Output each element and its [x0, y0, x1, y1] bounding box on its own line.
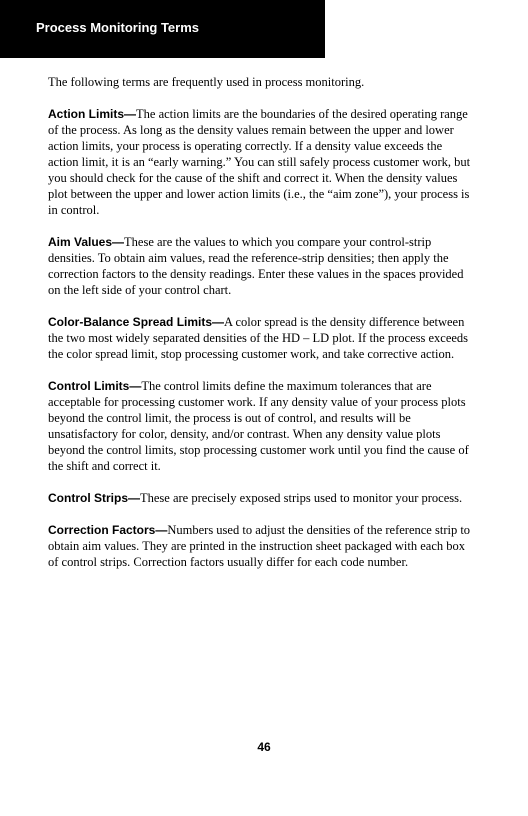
intro-paragraph: The following terms are frequently used in process monitoring.: [48, 75, 365, 89]
header-bar: [0, 0, 325, 58]
term-definition: These are precisely exposed strips used to monitor your process.: [140, 491, 463, 505]
term-entry-action-limits: [48, 106, 473, 218]
term-label: Control Limits—: [48, 379, 142, 393]
page-header-title: Process Monitoring Terms: [36, 20, 200, 35]
document-body: [48, 74, 473, 586]
term-entry-aim-values: [48, 234, 473, 298]
term-label: Control Strips—: [48, 491, 140, 505]
term-definition: These are the values to which you compare your control-strip densities. To obtain aim values, read the reference-strip densities; then apply the correction factors to the density readings. Enter these values in the spaces provided on the left side of your control chart.: [48, 235, 464, 297]
page-number: 46: [257, 740, 271, 754]
term-entry-control-strips: [48, 490, 473, 506]
term-definition: The action limits are the boundaries of the desired operating range of the process. As long as the density values remain between the upper and lower action limits, your process is operating correctly. If a density value exceeds the action limit, it is an “early warning.” You can still safely process customer work, but you should check for the cause of the shift and correct it. When the density values plot between the upper and lower action limits (i.e., the “aim zone”), your process is in control.: [48, 107, 471, 217]
term-definition: A color spread is the density difference between the two most widely separated densities of the HD – LD plot. If the process exceeds the color spread limit, stop processing customer work, and take corrective action.: [48, 315, 469, 361]
term-label: Action Limits—: [48, 107, 137, 121]
term-definition: Numbers used to adjust the densities of the reference strip to obtain aim values. They are printed in the instruction sheet packaged with each box of control strips. Correction factors usually differ for each code number.: [48, 523, 471, 569]
term-label: Color-Balance Spread Limits—: [48, 315, 225, 329]
term-entry-color-balance-spread-limits: [48, 314, 473, 362]
term-entry-control-limits: [48, 378, 473, 474]
term-label: Aim Values—: [48, 235, 125, 249]
term-entry-correction-factors: [48, 522, 473, 570]
term-definition: The control limits define the maximum tolerances that are acceptable for processing customer work. If any density value of your process plots beyond the control limit, the process is out of control, and results will be unsatisfactory for color, density, and/or contrast. When any density value plots beyond the control limits, stop processing customer work until you find the cause of the shift and correct it.: [48, 379, 469, 473]
term-label: Correction Factors—: [48, 523, 168, 537]
